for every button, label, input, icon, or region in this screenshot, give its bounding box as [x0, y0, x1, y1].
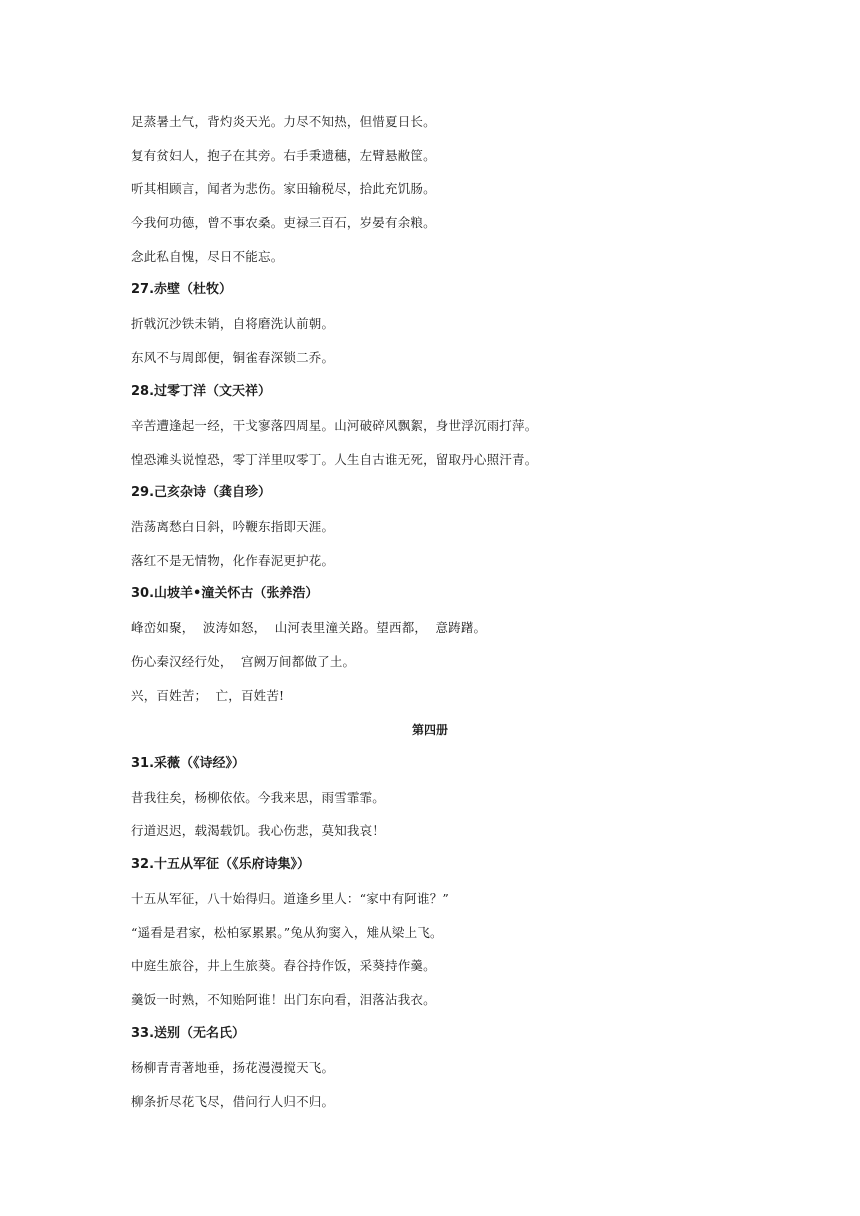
- poem-line: 行道迟迟，载渴载饥。我心伤悲，莫知我哀！: [131, 823, 386, 838]
- poem-line: 落红不是无情物，化作春泥更护花。: [131, 553, 335, 568]
- poem-title: 29.己亥杂诗（龚自珍）: [131, 485, 272, 500]
- poem-title: 33.送别（无名氏）: [131, 1026, 246, 1041]
- poem-title: 28.过零丁洋（文天祥）: [131, 384, 272, 399]
- poem-line: 十五从军征，八十始得归。道逢乡里人：“家中有阿谁？”: [131, 891, 449, 906]
- poem-line: 昔我往矣，杨柳依依。今我来思，雨雪霏霏。: [131, 790, 386, 805]
- poem-title: 32.十五从军征（《乐府诗集》）: [131, 857, 311, 872]
- poem-line: 折戟沉沙铁未销，自将磨洗认前朝。: [131, 316, 335, 331]
- poem-title: 31.采薇（《诗经》）: [131, 756, 246, 771]
- poem-title: 27.赤壁（杜牧）: [131, 282, 233, 297]
- poem-line: 复有贫妇人，抱子在其旁。右手秉遗穗，左臂悬敝筐。: [131, 148, 436, 163]
- poem-line: 东风不与周郎便，铜雀春深锁二乔。: [131, 350, 335, 365]
- poem-line: 浩荡离愁白日斜，吟鞭东指即天涯。: [131, 519, 335, 534]
- poem-line: 中庭生旅谷，井上生旅葵。舂谷持作饭，采葵持作羹。: [131, 958, 436, 973]
- poem-line: 念此私自愧，尽日不能忘。: [131, 249, 284, 264]
- poem-line: “遥看是君家，松柏冢累累。”兔从狗窦入，雉从梁上飞。: [131, 925, 443, 940]
- poem-line: 今我何功德，曾不事农桑。吏禄三百石，岁晏有余粮。: [131, 215, 436, 230]
- poem-line: 杨柳青青著地垂，扬花漫漫搅天飞。: [131, 1060, 335, 1075]
- poem-line: 伤心秦汉经行处， 宫阙万间都做了土。: [131, 654, 356, 669]
- poem-line: 惶恐滩头说惶恐，零丁洋里叹零丁。人生自古谁无死，留取丹心照汗青。: [131, 452, 538, 467]
- poem-line: 足蒸暑土气，背灼炎天光。力尽不知热，但惜夏日长。: [131, 114, 436, 129]
- poem-line: 羹饭一时熟，不知贻阿谁！出门东向看，泪落沾我衣。: [131, 992, 436, 1007]
- poem-line: 听其相顾言，闻者为悲伤。家田输税尽，拾此充饥肠。: [131, 181, 436, 196]
- section-title: 第四册: [411, 723, 448, 737]
- poem-line: 峰峦如聚， 波涛如怒， 山河表里潼关路。望西都， 意踌躇。: [131, 620, 487, 635]
- poem-line: 辛苦遭逢起一经，干戈寥落四周星。山河破碎风飘絮，身世浮沉雨打萍。: [131, 418, 538, 433]
- poem-line: 柳条折尽花飞尽，借问行人归不归。: [131, 1094, 335, 1109]
- poem-line: 兴，百姓苦； 亡，百姓苦!: [131, 688, 285, 703]
- poem-title: 30.山坡羊•潼关怀古（张养浩）: [131, 586, 319, 601]
